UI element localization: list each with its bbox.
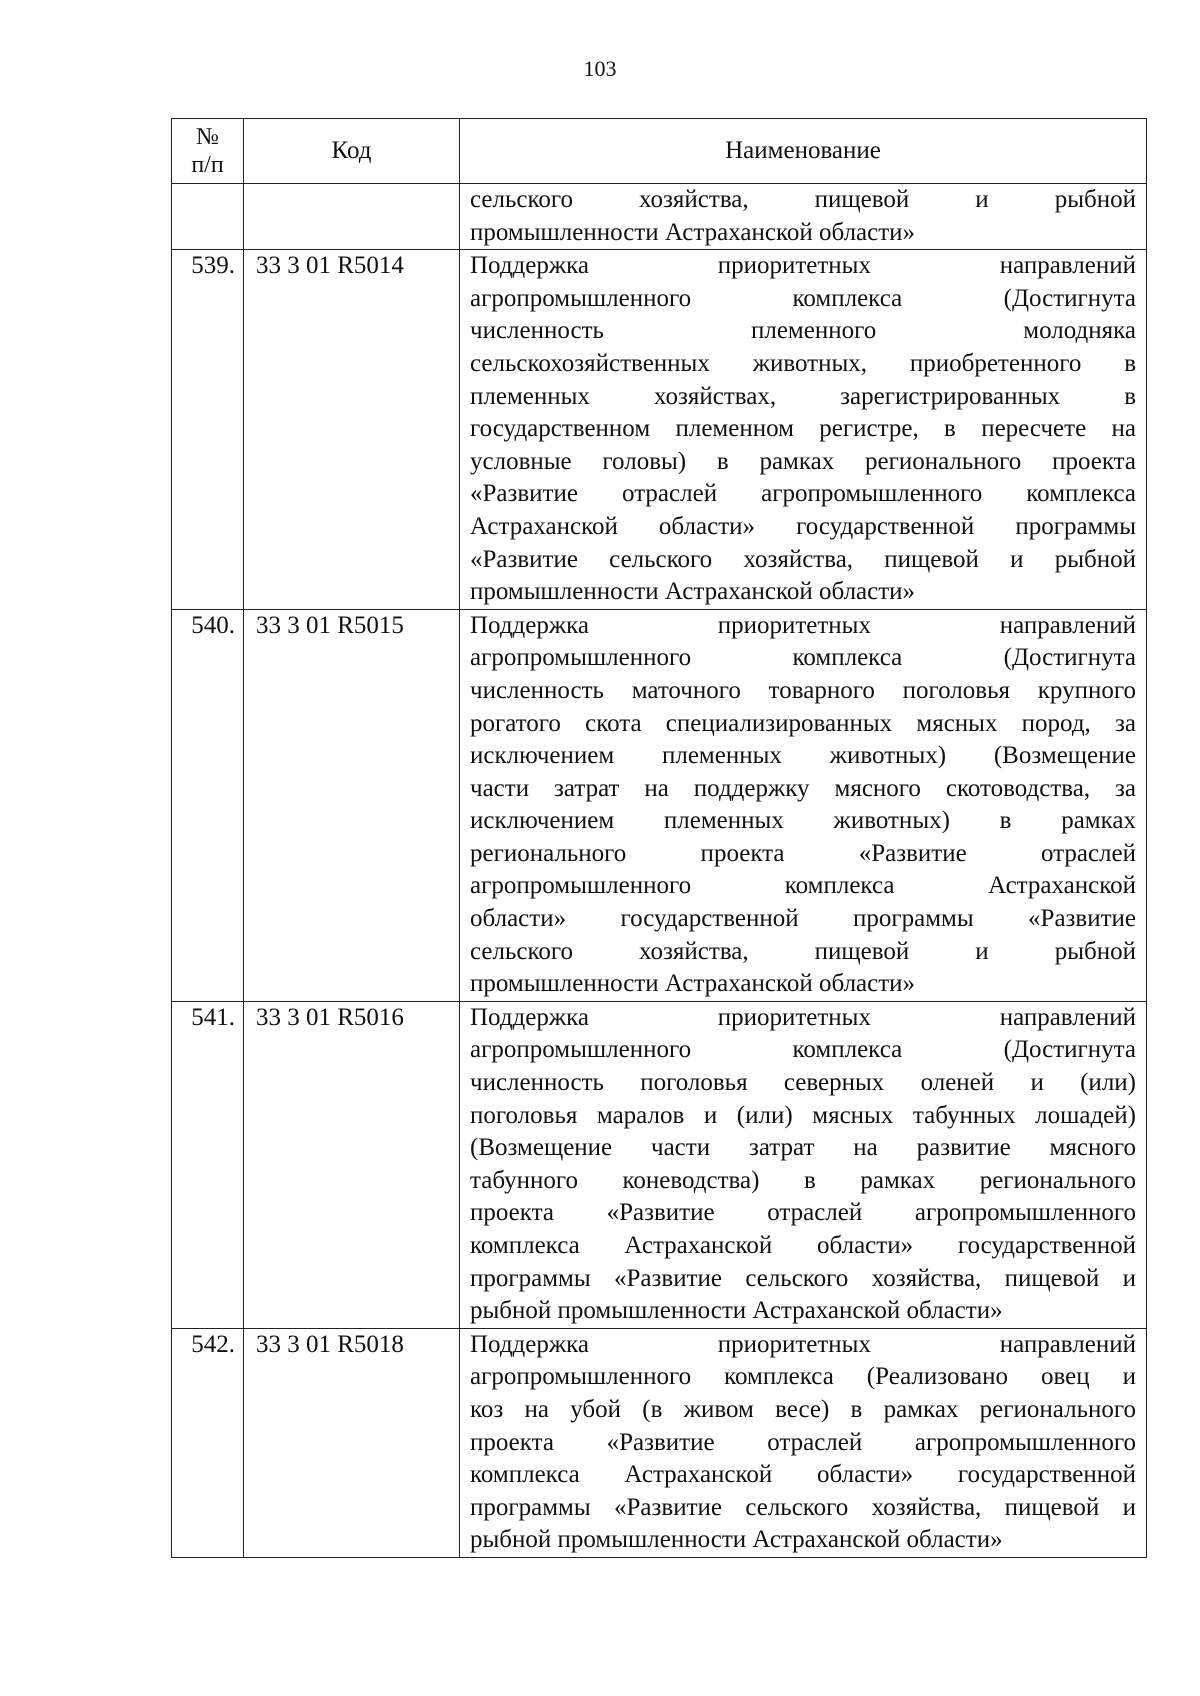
row-name-line: Поддержка приоритетных направлений — [470, 1003, 1136, 1031]
row-name-line: сельского хозяйства, пищевой и рыбной — [470, 186, 1136, 213]
row-name-line: комплекса Астраханской области» государственной — [470, 1461, 1136, 1489]
row-name-line: программы «Развитие сельского хозяйства, пищевой и — [470, 1264, 1136, 1292]
row-name-line: рогатого скота специализированных мясных пород, за — [470, 709, 1136, 737]
row-name-line: коз на убой (в живом весе) в рамках регионального — [470, 1395, 1136, 1423]
row-name-line: комплекса Астраханской области» государственной — [470, 1232, 1136, 1259]
row-name-line: государственном племенном регистре, в пересчете на — [470, 415, 1136, 443]
row-name-line: промышленности Астраханской области» — [470, 218, 916, 246]
row-number: 539. — [172, 250, 244, 610]
row-name-line: сельскохозяйственных животных, приобретенного в — [470, 349, 1136, 377]
table-row — [172, 1001, 1147, 1328]
row-name-line: «Развитие сельского хозяйства, пищевой и рыбной — [470, 545, 1136, 573]
row-code: 33 3 01 R5018 — [244, 1328, 460, 1557]
row-name-line: численность поголовья северных оленей и (или) — [470, 1069, 1136, 1097]
budget-code-table — [171, 118, 1147, 1558]
table-header-row — [172, 119, 1147, 184]
row-name — [460, 609, 1147, 1001]
row-code: 33 3 01 R5016 — [244, 1001, 460, 1328]
row-code: 33 3 01 R5014 — [244, 250, 460, 610]
table-row — [172, 1328, 1147, 1557]
row-name-line: агропромышленного комплекса (Достигнута — [470, 644, 1136, 672]
row-name-line: (Возмещение части затрат на развитие мясного — [470, 1134, 1136, 1162]
row-name-line: Поддержка приоритетных направлений — [470, 611, 1136, 639]
row-number: 541. — [172, 1001, 244, 1328]
row-name-line: области» государственной программы «Развитие — [470, 905, 1136, 933]
table-row — [172, 250, 1147, 610]
row-name-line: проекта «Развитие отраслей агропромышленного — [470, 1428, 1136, 1456]
row-name-line: агропромышленного комплекса (Достигнута — [470, 1036, 1136, 1064]
header-number-abbrev: п/п — [191, 152, 224, 178]
row-name-line: промышленности Астраханской области» — [470, 578, 916, 606]
row-name-line: Поддержка приоритетных направлений — [470, 1330, 1136, 1358]
row-number: 542. — [172, 1328, 244, 1557]
row-name-line: части затрат на поддержку мясного скотоводства, за — [470, 774, 1136, 802]
row-code — [244, 184, 460, 250]
row-code: 33 3 01 R5015 — [244, 609, 460, 1001]
row-name-line: промышленности Астраханской области» — [470, 970, 916, 998]
row-name — [460, 1328, 1147, 1557]
row-name-line: табунного коневодства) в рамках регионального — [470, 1166, 1136, 1194]
row-name-line: агропромышленного комплекса (Реализовано овец и — [470, 1363, 1136, 1391]
row-name-line: Поддержка приоритетных направлений — [470, 252, 1136, 280]
row-name-line: численность маточного товарного поголовья крупного — [470, 676, 1136, 704]
row-name-line: агропромышленного комплекса Астраханской — [470, 872, 1136, 900]
table-row — [172, 184, 1147, 250]
row-name-line: племенных хозяйствах, зарегистрированных в — [470, 382, 1136, 410]
row-name-line: условные головы) в рамках регионального проекта — [470, 447, 1136, 475]
row-name-line: поголовья маралов и (или) мясных табунных лошадей) — [470, 1101, 1136, 1129]
row-number — [172, 184, 244, 250]
table-row — [172, 609, 1147, 1001]
table-header — [172, 119, 1147, 184]
row-name-line: Астраханской области» государственной программы — [470, 512, 1136, 540]
row-name-line: рыбной промышленности Астраханской области» — [470, 1526, 1003, 1554]
row-name — [460, 1001, 1147, 1328]
table-body — [172, 184, 1147, 1558]
page-number: 103 — [583, 56, 617, 81]
row-name-line: сельского хозяйства, пищевой и рыбной — [470, 937, 1136, 965]
row-name-line: рыбной промышленности Астраханской области» — [470, 1297, 1003, 1325]
row-name-line: агропромышленного комплекса (Достигнута — [470, 284, 1136, 312]
header-name: Наименование — [460, 119, 1147, 184]
header-code: Код — [244, 119, 460, 184]
row-number: 540. — [172, 609, 244, 1001]
row-name-line: «Развитие отраслей агропромышленного комплекса — [470, 480, 1136, 508]
row-name-line: численность племенного молодняка — [470, 317, 1136, 345]
row-name-line: программы «Развитие сельского хозяйства, пищевой и — [470, 1493, 1136, 1521]
header-number-symbol: № — [196, 124, 219, 150]
row-name-line: проекта «Развитие отраслей агропромышленного — [470, 1199, 1136, 1227]
row-name-line: регионального проекта «Развитие отраслей — [470, 839, 1136, 867]
row-name — [460, 250, 1147, 610]
row-name — [460, 184, 1147, 250]
row-name-line: исключением племенных животных) в рамках — [470, 807, 1136, 835]
row-name-line: исключением племенных животных) (Возмещение — [470, 742, 1136, 770]
header-number — [172, 119, 244, 184]
